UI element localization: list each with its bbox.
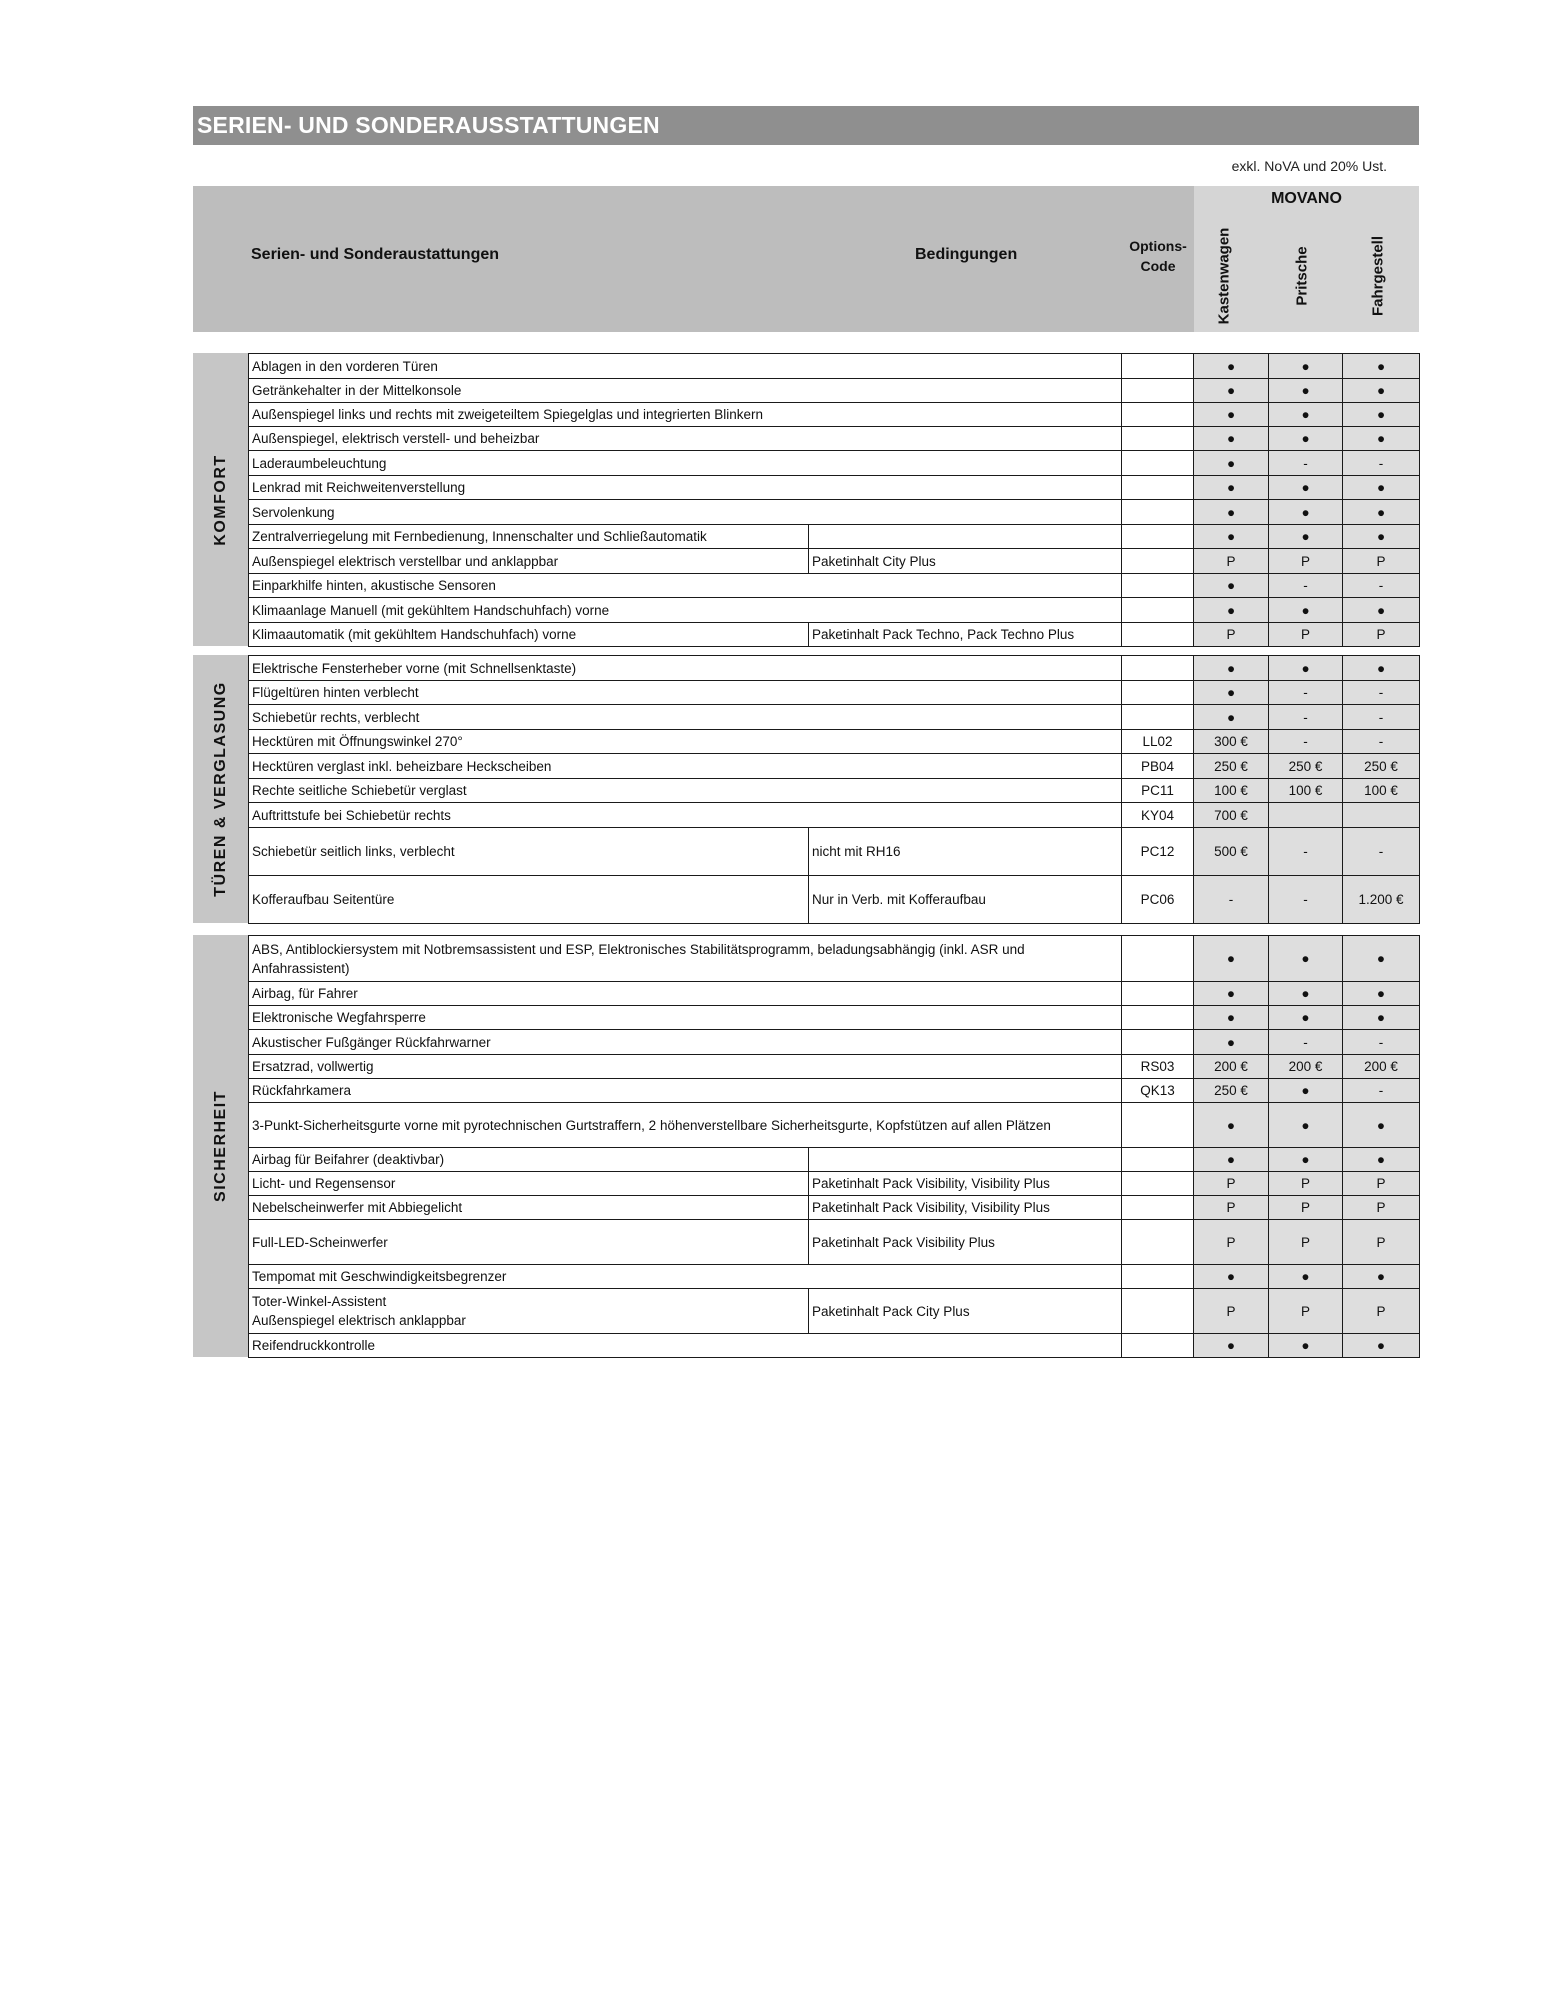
condition: Paketinhalt Pack Visibility, Visibility Plus [809,1196,1122,1220]
table-row [249,1079,1420,1103]
value-fahrgestell: ● [1343,982,1420,1006]
value-kastenwagen: ● [1194,525,1269,549]
value-pritsche: ● [1269,379,1343,403]
condition [809,1148,1122,1172]
value-fahrgestell: ● [1343,598,1420,623]
value-fahrgestell [1343,803,1420,828]
value-pritsche: ● [1269,427,1343,451]
option-code [1122,1103,1194,1148]
value-fahrgestell: ● [1343,403,1420,427]
value-pritsche: ● [1269,500,1343,525]
value-kastenwagen: ● [1194,705,1269,730]
equipment-name: Laderaumbeleuchtung [249,451,1122,476]
value-fahrgestell: 100 € [1343,779,1420,803]
equipment-name: Lenkrad mit Reichweitenverstellung [249,476,1122,500]
value-pritsche: 250 € [1269,754,1343,779]
value-fahrgestell: ● [1343,476,1420,500]
equipment-name: Schiebetür rechts, verblecht [249,705,1122,730]
option-code [1122,549,1194,574]
option-code [1122,598,1194,623]
value-pritsche: - [1269,705,1343,730]
equipment-name: 3-Punkt-Sicherheitsgurte vorne mit pyrotechnischen Gurtstraffern, 2 höhenverstellbare Sicherheitsgurte, Kopfstützen auf allen Plätzen [249,1103,1122,1148]
value-pritsche: - [1269,828,1343,876]
option-code [1122,982,1194,1006]
equipment-name: Außenspiegel, elektrisch verstell- und beheizbar [249,427,1122,451]
section-table [248,935,1420,1358]
value-kastenwagen: ● [1194,1030,1269,1055]
equipment-name: Flügeltüren hinten verblecht [249,681,1122,705]
table-row [249,1220,1420,1265]
value-fahrgestell: P [1343,1196,1420,1220]
equipment-name: Hecktüren verglast inkl. beheizbare Heckscheiben [249,754,1122,779]
value-fahrgestell: - [1343,681,1420,705]
value-fahrgestell: ● [1343,936,1420,982]
value-kastenwagen: 250 € [1194,754,1269,779]
option-code [1122,1289,1194,1334]
equipment-name: Rückfahrkamera [249,1079,1122,1103]
option-code [1122,1265,1194,1289]
equipment-name: Außenspiegel elektrisch verstellbar und anklappbar [249,549,809,574]
table-row [249,574,1420,598]
value-pritsche: ● [1269,403,1343,427]
equipment-name: Ablagen in den vorderen Türen [249,354,1122,379]
value-fahrgestell: 250 € [1343,754,1420,779]
value-fahrgestell: ● [1343,427,1420,451]
option-code [1122,525,1194,549]
table-row [249,1148,1420,1172]
value-pritsche: ● [1269,476,1343,500]
equipment-name: Klimaautomatik (mit gekühltem Handschuhfach) vorne [249,623,809,647]
value-pritsche: - [1269,1030,1343,1055]
value-kastenwagen: ● [1194,354,1269,379]
table-row [249,1196,1420,1220]
table-row [249,525,1420,549]
value-pritsche: P [1269,1220,1343,1265]
condition: Paketinhalt Pack Techno, Pack Techno Plus [809,623,1122,647]
equipment-name: Full-LED-Scheinwerfer [249,1220,809,1265]
condition [809,525,1122,549]
table-row [249,1265,1420,1289]
option-code [1122,403,1194,427]
option-code: LL02 [1122,730,1194,754]
table-row [249,1334,1420,1358]
value-pritsche: P [1269,623,1343,647]
header-conditions: Bedingungen [915,246,1018,263]
value-pritsche: - [1269,681,1343,705]
value-kastenwagen: P [1194,1172,1269,1196]
condition: Paketinhalt Pack City Plus [809,1289,1122,1334]
table-row [249,451,1420,476]
value-pritsche: ● [1269,1265,1343,1289]
table-row [249,403,1420,427]
value-kastenwagen: ● [1194,427,1269,451]
option-code [1122,656,1194,681]
value-fahrgestell: ● [1343,1334,1420,1358]
value-kastenwagen: ● [1194,1006,1269,1030]
table-row [249,705,1420,730]
value-kastenwagen: 500 € [1194,828,1269,876]
section-table [248,655,1420,924]
value-kastenwagen: ● [1194,403,1269,427]
value-kastenwagen: 250 € [1194,1079,1269,1103]
option-code [1122,1220,1194,1265]
value-kastenwagen: ● [1194,1265,1269,1289]
value-fahrgestell: ● [1343,500,1420,525]
value-pritsche: ● [1269,598,1343,623]
option-code [1122,1334,1194,1358]
table-row [249,1006,1420,1030]
equipment-name: ABS, Antiblockiersystem mit Notbremsassistent und ESP, Elektronisches Stabilitätsprogramm, beladungsabhängig (inkl. ASR und Anfahrassistent) [249,936,1122,982]
page-title: SERIEN- UND SONDERAUSSTATTUNGEN [193,106,1419,145]
table-row [249,656,1420,681]
condition: nicht mit RH16 [809,828,1122,876]
equipment-name: Hecktüren mit Öffnungswinkel 270° [249,730,1122,754]
value-pritsche: P [1269,549,1343,574]
option-code [1122,451,1194,476]
table-row [249,549,1420,574]
value-fahrgestell: ● [1343,354,1420,379]
value-kastenwagen: - [1194,876,1269,924]
equipment-name: Elektronische Wegfahrsperre [249,1006,1122,1030]
value-pritsche: P [1269,1289,1343,1334]
value-kastenwagen: ● [1194,451,1269,476]
value-kastenwagen: P [1194,549,1269,574]
condition: Nur in Verb. mit Kofferaufbau [809,876,1122,924]
value-pritsche: ● [1269,1103,1343,1148]
value-fahrgestell: P [1343,1220,1420,1265]
option-code [1122,681,1194,705]
equipment-name: Klimaanlage Manuell (mit gekühltem Handschuhfach) vorne [249,598,1122,623]
table-row [249,754,1420,779]
value-pritsche: - [1269,574,1343,598]
equipment-name: Rechte seitliche Schiebetür verglast [249,779,1122,803]
equipment-name: Reifendruckkontrolle [249,1334,1122,1358]
equipment-name: Airbag, für Fahrer [249,982,1122,1006]
value-fahrgestell: P [1343,549,1420,574]
equipment-name: Elektrische Fensterheber vorne (mit Schnellsenktaste) [249,656,1122,681]
value-pritsche: - [1269,730,1343,754]
value-pritsche: ● [1269,982,1343,1006]
table-row [249,500,1420,525]
value-pritsche: ● [1269,354,1343,379]
value-pritsche: ● [1269,936,1343,982]
value-pritsche: P [1269,1172,1343,1196]
equipment-name: Schiebetür seitlich links, verblecht [249,828,809,876]
table-row [249,598,1420,623]
value-pritsche [1269,803,1343,828]
table-row [249,681,1420,705]
table-row [249,1055,1420,1079]
value-fahrgestell: ● [1343,1265,1420,1289]
value-fahrgestell: P [1343,1289,1420,1334]
option-code: PC12 [1122,828,1194,876]
equipment-name: Servolenkung [249,500,1122,525]
value-fahrgestell: ● [1343,1103,1420,1148]
value-kastenwagen: ● [1194,1334,1269,1358]
option-code [1122,1030,1194,1055]
condition: Paketinhalt City Plus [809,549,1122,574]
table-row [249,730,1420,754]
value-fahrgestell: - [1343,451,1420,476]
value-kastenwagen: ● [1194,1103,1269,1148]
table-row [249,379,1420,403]
value-fahrgestell: ● [1343,525,1420,549]
table-row [249,1103,1420,1148]
equipment-name: Kofferaufbau Seitentüre [249,876,809,924]
table-row [249,1289,1420,1334]
value-kastenwagen: P [1194,1220,1269,1265]
option-code [1122,354,1194,379]
value-pritsche: ● [1269,656,1343,681]
equipment-name: Zentralverriegelung mit Fernbedienung, Innenschalter und Schließautomatik [249,525,809,549]
option-code: KY04 [1122,803,1194,828]
value-kastenwagen: 200 € [1194,1055,1269,1079]
equipment-name: Akustischer Fußgänger Rückfahrwarner [249,1030,1122,1055]
value-fahrgestell: ● [1343,1148,1420,1172]
value-pritsche: - [1269,876,1343,924]
value-fahrgestell: P [1343,623,1420,647]
header-option-code: Options- Code [1129,238,1187,274]
table-row [249,476,1420,500]
table-row [249,1172,1420,1196]
option-code [1122,705,1194,730]
option-code [1122,1148,1194,1172]
value-pritsche: ● [1269,1079,1343,1103]
value-kastenwagen: ● [1194,936,1269,982]
table-row [249,982,1420,1006]
condition: Paketinhalt Pack Visibility Plus [809,1220,1122,1265]
option-code: PC11 [1122,779,1194,803]
table-row [249,354,1420,379]
equipment-name: Licht- und Regensensor [249,1172,809,1196]
table-row [249,828,1420,876]
option-code [1122,379,1194,403]
option-code [1122,427,1194,451]
value-kastenwagen: ● [1194,982,1269,1006]
value-kastenwagen: ● [1194,476,1269,500]
value-kastenwagen: ● [1194,1148,1269,1172]
option-code: PC06 [1122,876,1194,924]
equipment-name: Toter-Winkel-Assistent Außenspiegel elektrisch anklappbar [249,1289,809,1334]
value-kastenwagen: 300 € [1194,730,1269,754]
option-code [1122,1006,1194,1030]
header-model: MOVANO [1271,190,1342,207]
value-pritsche: P [1269,1196,1343,1220]
price-note: exkl. NoVA und 20% Ust. [1231,158,1387,174]
value-fahrgestell: ● [1343,1006,1420,1030]
table-row [249,1030,1420,1055]
equipment-name: Auftrittstufe bei Schiebetür rechts [249,803,1122,828]
value-pritsche: ● [1269,1006,1343,1030]
value-fahrgestell: - [1343,730,1420,754]
option-code: RS03 [1122,1055,1194,1079]
value-fahrgestell: - [1343,1030,1420,1055]
option-code [1122,500,1194,525]
header-equipment: Serien- und Sonderaustattungen [251,246,500,263]
condition: Paketinhalt Pack Visibility, Visibility Plus [809,1172,1122,1196]
equipment-name: Außenspiegel links und rechts mit zweigeteiltem Spiegelglas und integrierten Blinkern [249,403,1122,427]
value-fahrgestell: P [1343,1172,1420,1196]
table-row [249,623,1420,647]
value-fahrgestell: ● [1343,379,1420,403]
value-kastenwagen: P [1194,1196,1269,1220]
table-row [249,936,1420,982]
value-kastenwagen: 700 € [1194,803,1269,828]
equipment-name: Tempomat mit Geschwindigkeitsbegrenzer [249,1265,1122,1289]
option-code [1122,574,1194,598]
option-code [1122,936,1194,982]
value-kastenwagen: 100 € [1194,779,1269,803]
value-fahrgestell: - [1343,828,1420,876]
equipment-name: Einparkhilfe hinten, akustische Sensoren [249,574,1122,598]
equipment-name: Ersatzrad, vollwertig [249,1055,1122,1079]
value-kastenwagen: ● [1194,379,1269,403]
option-code: QK13 [1122,1079,1194,1103]
value-kastenwagen: ● [1194,500,1269,525]
value-kastenwagen: ● [1194,598,1269,623]
value-pritsche: ● [1269,525,1343,549]
value-pritsche: 200 € [1269,1055,1343,1079]
table-row [249,779,1420,803]
value-kastenwagen: P [1194,1289,1269,1334]
value-fahrgestell: ● [1343,656,1420,681]
equipment-name: Airbag für Beifahrer (deaktivbar) [249,1148,809,1172]
value-fahrgestell: - [1343,705,1420,730]
value-pritsche: 100 € [1269,779,1343,803]
section-table [248,353,1420,647]
value-kastenwagen: ● [1194,574,1269,598]
option-code [1122,623,1194,647]
value-kastenwagen: ● [1194,681,1269,705]
table-row [249,427,1420,451]
value-kastenwagen: P [1194,623,1269,647]
option-code [1122,1172,1194,1196]
value-fahrgestell: 1.200 € [1343,876,1420,924]
equipment-name: Getränkehalter in der Mittelkonsole [249,379,1122,403]
option-code: PB04 [1122,754,1194,779]
value-pritsche: ● [1269,1334,1343,1358]
value-fahrgestell: 200 € [1343,1055,1420,1079]
value-pritsche: ● [1269,1148,1343,1172]
table-row [249,876,1420,924]
equipment-name: Nebelscheinwerfer mit Abbiegelicht [249,1196,809,1220]
option-code [1122,1196,1194,1220]
value-fahrgestell: - [1343,1079,1420,1103]
option-code [1122,476,1194,500]
value-pritsche: - [1269,451,1343,476]
table-row [249,803,1420,828]
value-kastenwagen: ● [1194,656,1269,681]
value-fahrgestell: - [1343,574,1420,598]
